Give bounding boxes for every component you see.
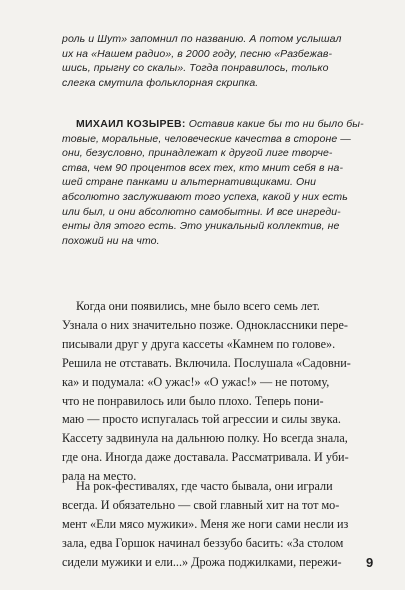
text-line: енты для этого есть. Это уникальный коллектив, не (62, 220, 340, 233)
text-line (62, 117, 376, 132)
page-number: 9 (366, 555, 374, 570)
text-line: похожий ни на что. (62, 234, 160, 247)
text-line: зала, едва Горшок начинал беззубо басить: «За столом (62, 535, 344, 550)
text-line: они, безусловно, принадлежат к другой лиге творче- (62, 147, 333, 160)
text-line: товые, моральные, человеческие качества в стороне — (62, 132, 351, 145)
quote-paragraph-2 (62, 117, 376, 248)
text-line: маю — просто испугалась той агрессии и силы звука. (62, 412, 341, 427)
text-line: шей стране панками и альтернативщиками. Они (62, 176, 317, 189)
speaker-name: МИХАИЛ КОЗЫРЕВ: (76, 118, 186, 130)
text-line: Когда они появились, мне было всего семь лет. (76, 299, 320, 313)
text-line: мент «Ели мясо мужики». Меня же ноги сами несли из (62, 516, 349, 531)
text-line: сидели мужики и ели...» Дрожа поджилками, пережи- (62, 554, 342, 569)
text-line: ства, чем 90 процентов всех тех, кто мнит себя в на- (62, 161, 344, 174)
text-line: ка» и подумала: «О ужас!» «О ужас!» — не потому, (62, 374, 330, 389)
text-line: Узнала о них значительно позже. Одноклассники пере- (62, 317, 348, 332)
body-paragraph-2 (62, 477, 376, 572)
body-paragraph-1 (62, 297, 376, 486)
text-line: писывали друг у друга кассеты «Камнем по голове». (62, 336, 336, 351)
text-line: Решила не отставать. Включила. Послушала «Садовни- (62, 355, 351, 370)
text-line: или был, и они абсолютно самобытны. И все ингреди- (62, 205, 341, 218)
text-line: где она. Иногда даже доставала. Рассматривала. И уби- (62, 450, 349, 465)
text-line: слегка смутила фольклорная скрипка. (62, 76, 259, 89)
text-line: Кассету задвинула на дальнюю полку. Но всегда знала, (62, 431, 348, 446)
text-line: На рок-фестивалях, где часто бывала, они играли (76, 479, 333, 493)
speaker-quote-start: Оставив какие бы то ни было бы- (185, 118, 364, 130)
text-line: всегда. И обязательно — свой главный хит на тот мо- (62, 497, 340, 512)
text-line: шись, прыгну со скалы». Тогда понравилось, только (62, 62, 329, 75)
text-line: роль и Шут» запомнил по названию. А потом услышал (62, 33, 342, 45)
text-line: их на «Нашем радио», в 2000 году, песню «Разбежав- (62, 47, 333, 60)
quote-paragraph-1 (62, 32, 376, 90)
text-line: абсолютно заслуживают того успеха, какой у них есть (62, 190, 348, 203)
text-line: рала на место. (62, 469, 137, 484)
text-line: что не понравилось или было плохо. Теперь пони- (62, 393, 324, 408)
